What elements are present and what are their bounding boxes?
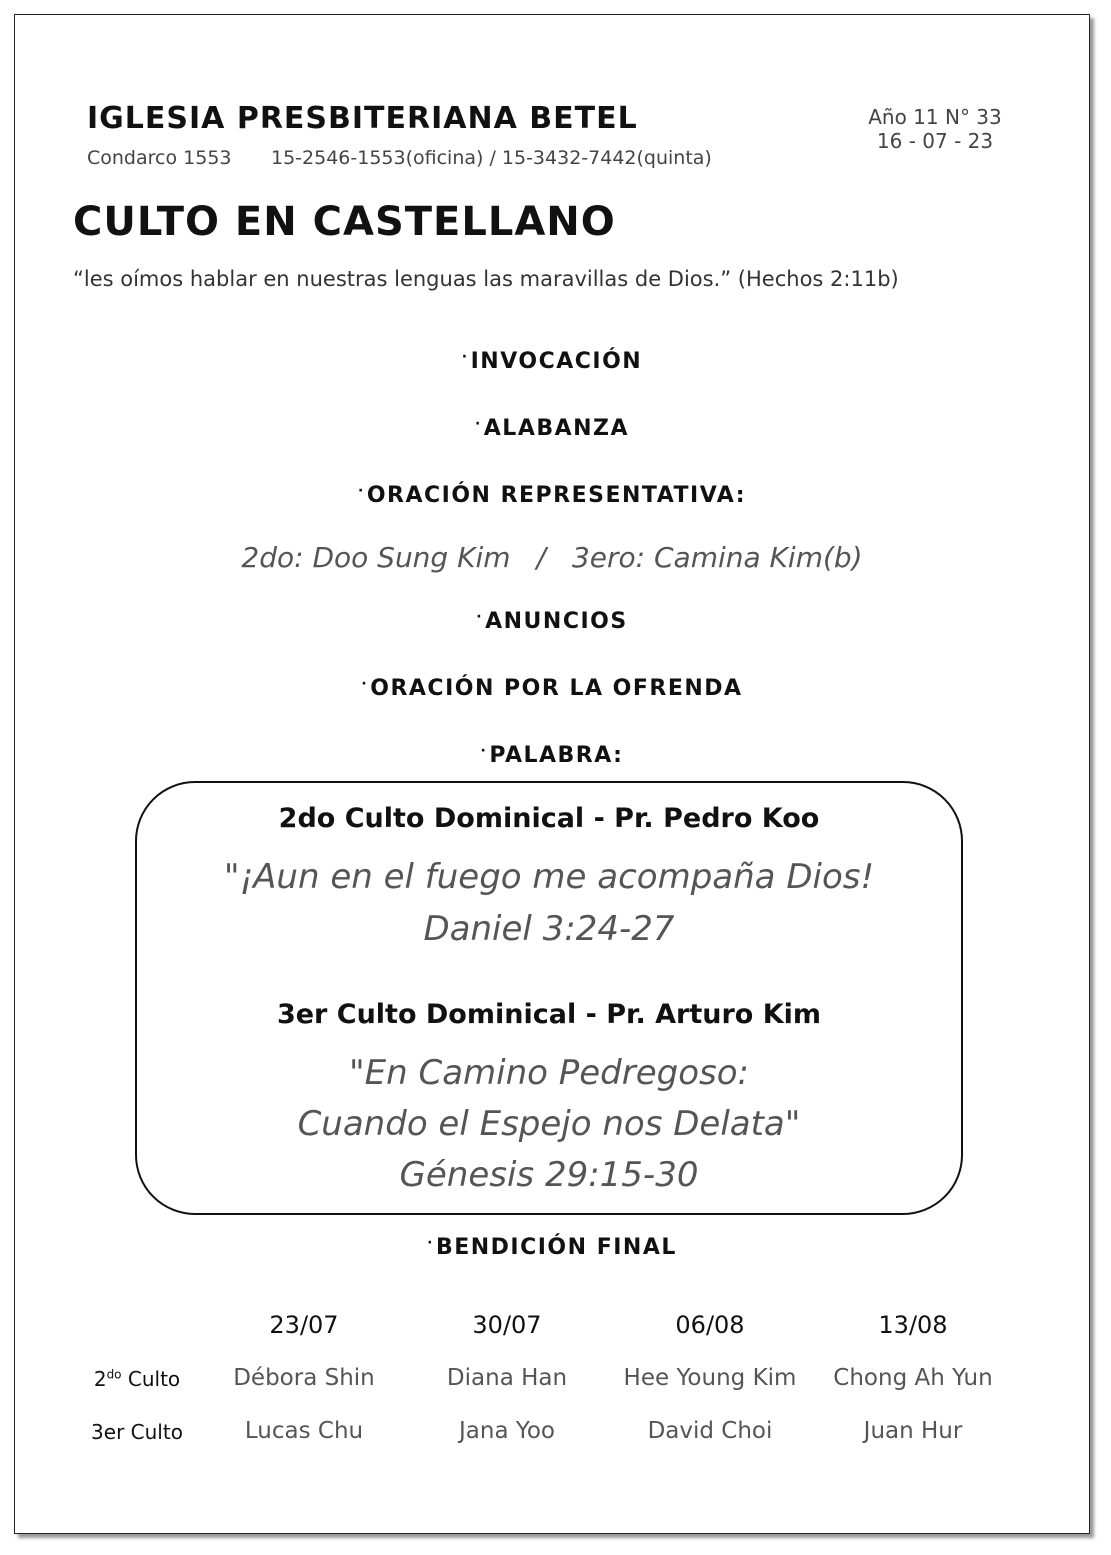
theme-verse: “les oímos hablar en nuestras lenguas las maravillas de Dios.” (Hechos 2:11b) <box>73 267 899 291</box>
bullet-icon: · <box>361 676 369 692</box>
sermon-2do-heading: 2do Culto Dominical - Pr. Pedro Koo <box>278 803 820 834</box>
order-item-anuncios: ·ANUNCIOS <box>476 609 628 634</box>
sermon-2do-title: "¡Aun en el fuego me acompaña Dios! <box>223 857 875 897</box>
bullet-icon: · <box>476 609 484 625</box>
sermon-3er-title-line1: "En Camino Pedregoso: <box>348 1053 750 1093</box>
order-item-oracion: ·ORACIÓN REPRESENTATIVA: <box>357 483 747 508</box>
schedule-cell: Juan Hur <box>863 1418 963 1444</box>
order-item-alabanza: ·ALABANZA <box>474 416 630 441</box>
schedule-cell: Hee Young Kim <box>623 1365 797 1391</box>
schedule-row-label-2do: $2^{do}$ Culto <box>93 1367 181 1391</box>
sermon-3er-title-line2: Cuando el Espejo nos Delata" <box>297 1104 801 1144</box>
issue-number: Año 11 N° 33 <box>868 105 1002 129</box>
issue-date: 16 - 07 - 23 <box>876 129 994 153</box>
bullet-icon: · <box>474 416 482 432</box>
schedule-cell: David Choi <box>647 1418 773 1444</box>
church-name: IGLESIA PRESBITERIANA BETEL <box>87 101 638 136</box>
bullet-icon: · <box>461 349 469 365</box>
order-item-ofrenda: ·ORACIÓN POR LA OFRENDA <box>361 676 743 701</box>
schedule-cell: Chong Ah Yun <box>833 1365 993 1391</box>
schedule-row-label-3er: 3er Culto <box>91 1420 183 1444</box>
sermon-3er-heading: 3er Culto Dominical - Pr. Arturo Kim <box>276 999 822 1030</box>
order-item-invocacion: ·INVOCACIÓN <box>461 349 643 374</box>
schedule-date: 30/07 <box>472 1311 542 1339</box>
schedule-cell: Diana Han <box>446 1365 568 1391</box>
schedule-cell: Lucas Chu <box>244 1418 364 1444</box>
prayer-separator: / <box>536 541 546 574</box>
sermon-3er-reference: Génesis 29:15-30 <box>399 1155 699 1195</box>
order-item-palabra: ·PALABRA: <box>480 743 624 768</box>
schedule-date: 06/08 <box>675 1311 745 1339</box>
issue-info <box>865 105 1005 153</box>
church-address: Condarco 1553 <box>87 147 232 169</box>
schedule-cell: Jana Yoo <box>459 1418 555 1444</box>
prayer-3ero: 3ero: Camina Kim(b) <box>571 541 863 574</box>
sermon-2do-reference: Daniel 3:24-27 <box>423 909 675 949</box>
bullet-icon: · <box>427 1235 434 1251</box>
sermon-box <box>135 781 963 1215</box>
schedule-date: 23/07 <box>269 1311 339 1339</box>
order-item-bendicion: ·BENDICIÓN FINAL <box>427 1235 677 1260</box>
bullet-icon: · <box>480 743 488 759</box>
schedule-cell: Débora Shin <box>233 1365 375 1391</box>
prayer-leaders <box>15 541 1089 574</box>
prayer-2do: 2do: Doo Sung Kim <box>241 541 511 574</box>
bulletin-page <box>14 14 1090 1534</box>
church-phones: 15-2546-1553(oficina) / 15-3432-7442(quinta) <box>271 147 712 169</box>
page-title: CULTO EN CASTELLANO <box>73 199 616 245</box>
bullet-icon: · <box>357 483 365 499</box>
schedule-date: 13/08 <box>878 1311 948 1339</box>
